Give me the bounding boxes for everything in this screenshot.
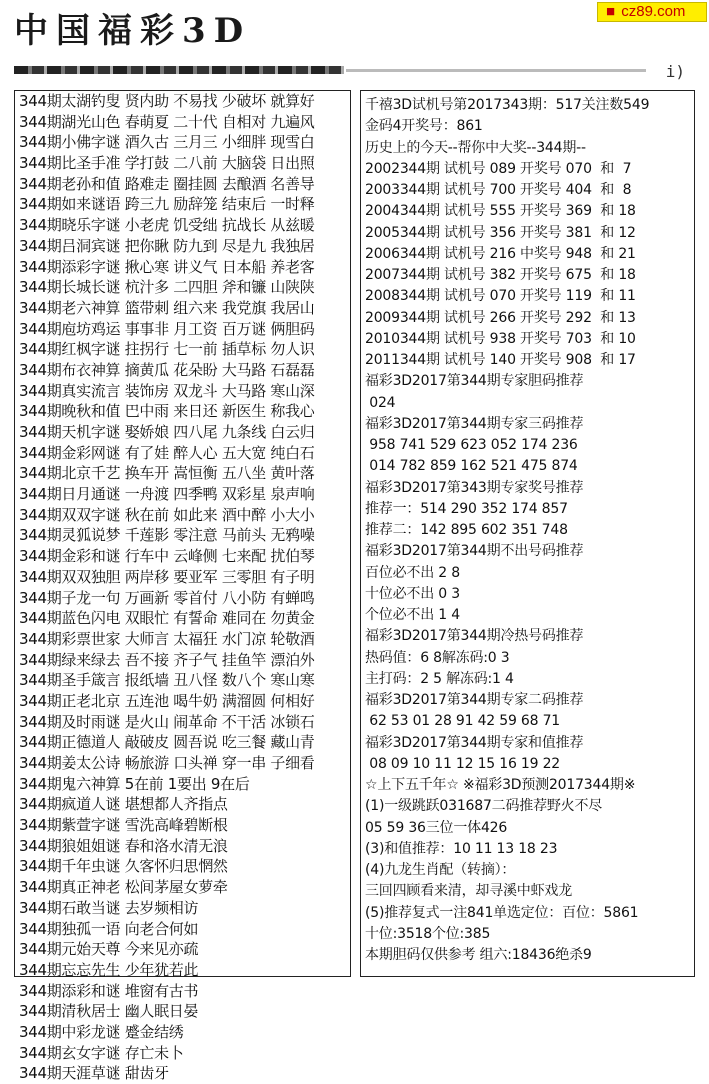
riddle-row: 344期北京千艺 换车开 嵩恒衡 五八坐 黄叶落 [19,464,315,483]
riddle-row: 344期元始天尊 今来见亦疏 [19,940,199,959]
riddle-row: 344期正德道人 敲破皮 圆吾说 吃三餐 藏山青 [19,733,315,752]
forecast-line: 014 782 859 162 521 475 874 [365,458,578,475]
forecast-line: 福彩3D2017第344期冷热号码推荐 [365,628,584,645]
riddle-row: 344期玄女字谜 存亡未卜 [19,1043,184,1062]
riddle-row: 344期老孙和值 路难走 圈挂圆 去酿酒 名善导 [19,174,315,193]
forecast-line: 个位必不出 1 4 [365,607,460,623]
forecast-line: 2010344期 试机号 938 开奖号 703 和 10 [365,330,636,347]
riddle-row: 344期添彩字谜 揪心寒 讲义气 日本船 养老客 [19,257,315,276]
riddle-row: 344期比圣手准 学打鼓 二八前 大脑袋 日出照 [19,154,315,173]
forecast-line: 千禧3D试机号第2017343期：517关注数549 [365,97,650,113]
riddle-row: 344期庖坊鸡运 事事非 月工资 百万谜 俩胆码 [19,319,315,338]
forecast-line: 2005344期 试机号 356 开奖号 381 和 12 [365,224,636,241]
riddle-row: 344期晓乐字谜 小老虎 饥受绌 抗战长 从兹暖 [19,216,315,235]
riddle-row: 344期如来谜语 跨三九 励辞笼 结束后 一时释 [19,195,315,214]
forecast-line: 2007344期 试机号 382 开奖号 675 和 18 [365,267,636,283]
forecast-line: 2008344期 试机号 070 开奖号 119 和 11 [365,288,636,305]
riddle-row: 344期忘忘先生 少年犹若此 [19,960,199,979]
riddle-row: 344期独孤一语 向老合何如 [19,919,199,938]
forecast-line: 福彩3D2017第344期专家和值推荐 [365,734,584,751]
forecast-line: 05 59 36三位一体426 [365,819,508,836]
riddle-list [19,91,350,1084]
scan-strip-bar [14,66,344,74]
scan-strip-mark: i) [665,62,685,81]
forecast-line: 十位必不出 0 3 [365,585,460,602]
scan-strip-line [346,69,646,72]
forecast-line: 三回四顾看来清，却寻溪中虾戏龙 [365,883,572,900]
forecast-line: 024 [365,394,396,411]
riddle-row: 344期中彩龙谜 蹙金结绣 [19,1022,184,1041]
riddle-row: 344期老六神算 篮带刺 组六来 我党旗 我居山 [19,298,315,317]
forecast-line: 2002344期 试机号 089 开奖号 070 和 7 [365,160,632,177]
riddle-row: 344期及时雨谜 是火山 闹革命 不干活 冰锁石 [19,712,315,731]
riddle-row: 344期绿来绿去 吾不接 齐子气 挂鱼竿 漂泊外 [19,650,315,669]
forecast-line: (1)一级跳跃031687二码推荐野火不尽 [365,798,603,815]
forecast-line: 62 53 01 28 91 42 59 68 71 [365,713,560,730]
forecast-line: 历史上的今天--帮你中大奖--344期-- [365,139,586,156]
riddle-row: 344期吕洞宾谜 把你瞅 防九到 尽是九 我独居 [19,236,315,255]
forecast-line: 958 741 529 623 052 174 236 [365,437,578,453]
watermark-badge [597,2,707,22]
forecast-line: 推荐二：142 895 602 351 748 [365,522,568,538]
riddle-row: 344期湖光山色 春萌夏 二十代 自相对 九遍风 [19,112,315,131]
riddle-panel [14,90,351,1083]
riddle-row: 344期双双独胆 两岸移 要亚军 三零胆 有子明 [19,567,315,586]
panel-divider [352,90,359,977]
riddle-row: 344期布衣神算 摘黄瓜 花朵盼 大马路 石磊磊 [19,360,315,379]
riddle-row: 344期狼姐姐谜 春和洛水清无浪 [19,836,228,855]
riddle-row: 344期姜太公诗 畅旅游 口头禅 穿一串 子细看 [19,754,315,772]
forecast-line: 福彩3D2017第344期不出号码推荐 [365,543,584,560]
riddle-row: 344期添彩和谜 堆窗有古书 [19,981,199,1000]
riddle-row: 344期长城长谜 杭汁多 二四胆 斧和镰 山陕陕 [19,278,315,297]
riddle-row: 344期红枫字谜 拄拐行 七一前 插草标 勿人识 [19,340,315,359]
riddle-row: 344期灵狐说梦 千莲影 零注意 马前头 无鸦噪 [19,526,315,545]
riddle-row: 344期太湖钓叟 贤内助 不易找 少破坏 就算好 [19,92,315,110]
forecast-line: 金码4开奖号：861 [365,118,483,135]
forecast-line: 福彩3D2017第343期专家奖号推荐 [365,479,584,496]
forecast-line: 08 09 10 11 12 15 16 19 22 [365,755,560,772]
forecast-line: 福彩3D2017第344期专家三码推荐 [365,415,584,432]
riddle-row: 344期金彩和谜 行车中 云峰侧 七来配 扰伯琴 [19,547,315,566]
forecast-panel [360,90,695,977]
forecast-line: 本期胆码仅供参考 组六:18436绝杀9 [365,947,592,963]
forecast-line: 百位必不出 2 8 [365,564,460,581]
riddle-row: 344期双双字谜 秋在前 如此来 酒中醉 小大小 [19,505,315,524]
forecast-line: 2011344期 试机号 140 开奖号 908 和 17 [365,352,636,368]
riddle-row: 344期真实流言 装饰房 双龙斗 大马路 寒山深 [19,381,315,400]
forecast-line: (5)推荐复式一注841单选定位：百位：5861 [365,904,639,921]
forecast-line: 主打码：2 5 解冻码:1 4 [365,670,514,687]
forecast-list [365,95,694,966]
forecast-line: 十位:3518个位:385 [365,925,491,942]
watermark-text: cz89.com [621,3,686,20]
forecast-line: (3)和值推荐：10 11 13 18 23 [365,840,558,857]
forecast-line: 2006344期 试机号 216 中奖号 948 和 21 [365,245,636,262]
forecast-line: 福彩3D2017第344期专家二码推荐 [365,692,584,708]
forecast-line: 热码值：6 8解冻码:0 3 [365,649,510,666]
riddle-row: 344期圣手箴言 报纸墙 丑八怪 数八个 寒山寒 [19,671,315,690]
forecast-line: (4)九龙生肖配（转摘）： [365,862,516,878]
riddle-row: 344期子龙一句 万画新 零首付 八小防 有蝉鸣 [19,588,315,607]
riddle-row: 344期天涯草谜 甜齿牙 [19,1064,169,1083]
site-logo-icon: ■ [606,3,616,20]
forecast-line: 推荐一：514 290 352 174 857 [365,500,568,517]
scan-strip [0,62,709,81]
riddle-row: 344期石敢当谜 去岁频相访 [19,898,199,917]
forecast-line: 福彩3D2017第344期专家胆码推荐 [365,373,584,390]
forecast-line: 2009344期 试机号 266 开奖号 292 和 13 [365,309,636,326]
riddle-row: 344期清秋居士 幽人眠日晏 [19,1002,199,1021]
riddle-row: 344期正老北京 五连池 喝牛奶 满溜圆 何相好 [19,691,315,710]
page-banner: 中国福彩3D [14,11,252,51]
forecast-line: 2003344期 试机号 700 开奖号 404 和 8 [365,182,632,198]
riddle-row: 344期晚秋和值 巴中雨 来日还 新医生 称我心 [19,402,315,421]
riddle-row: 344期真正神老 松间茅屋女萝牵 [19,878,228,897]
riddle-row: 344期千年虫谜 久客怀归思惘然 [19,857,228,876]
forecast-line: ☆上下五千年☆ ※福彩3D预测2017344期※ [365,777,636,793]
riddle-row: 344期紫萱字谜 雪洗高峰碧断根 [19,816,228,835]
riddle-row: 344期日月通谜 一舟渡 四季鸭 双彩星 泉声响 [19,485,315,504]
riddle-row: 344期蓝色闪电 双眼忙 有誓命 难同在 勿黄金 [19,609,315,628]
riddle-row: 344期天机字谜 娶娇娘 四八尾 九条线 白云归 [19,423,315,441]
riddle-row: 344期鬼六神算 5在前 1要出 9在后 [19,774,250,793]
riddle-row: 344期金彩网谜 有了娃 醉人心 五大宽 纯白石 [19,443,315,462]
riddle-row: 344期疯道人谜 堪想都人齐指点 [19,795,228,814]
forecast-line: 2004344期 试机号 555 开奖号 369 和 18 [365,203,636,220]
riddle-row: 344期彩票世家 大师言 太福狂 水门凉 轮敬酒 [19,629,315,648]
riddle-row: 344期小佛字谜 酒久古 三月三 小细胖 现雪白 [19,133,315,152]
